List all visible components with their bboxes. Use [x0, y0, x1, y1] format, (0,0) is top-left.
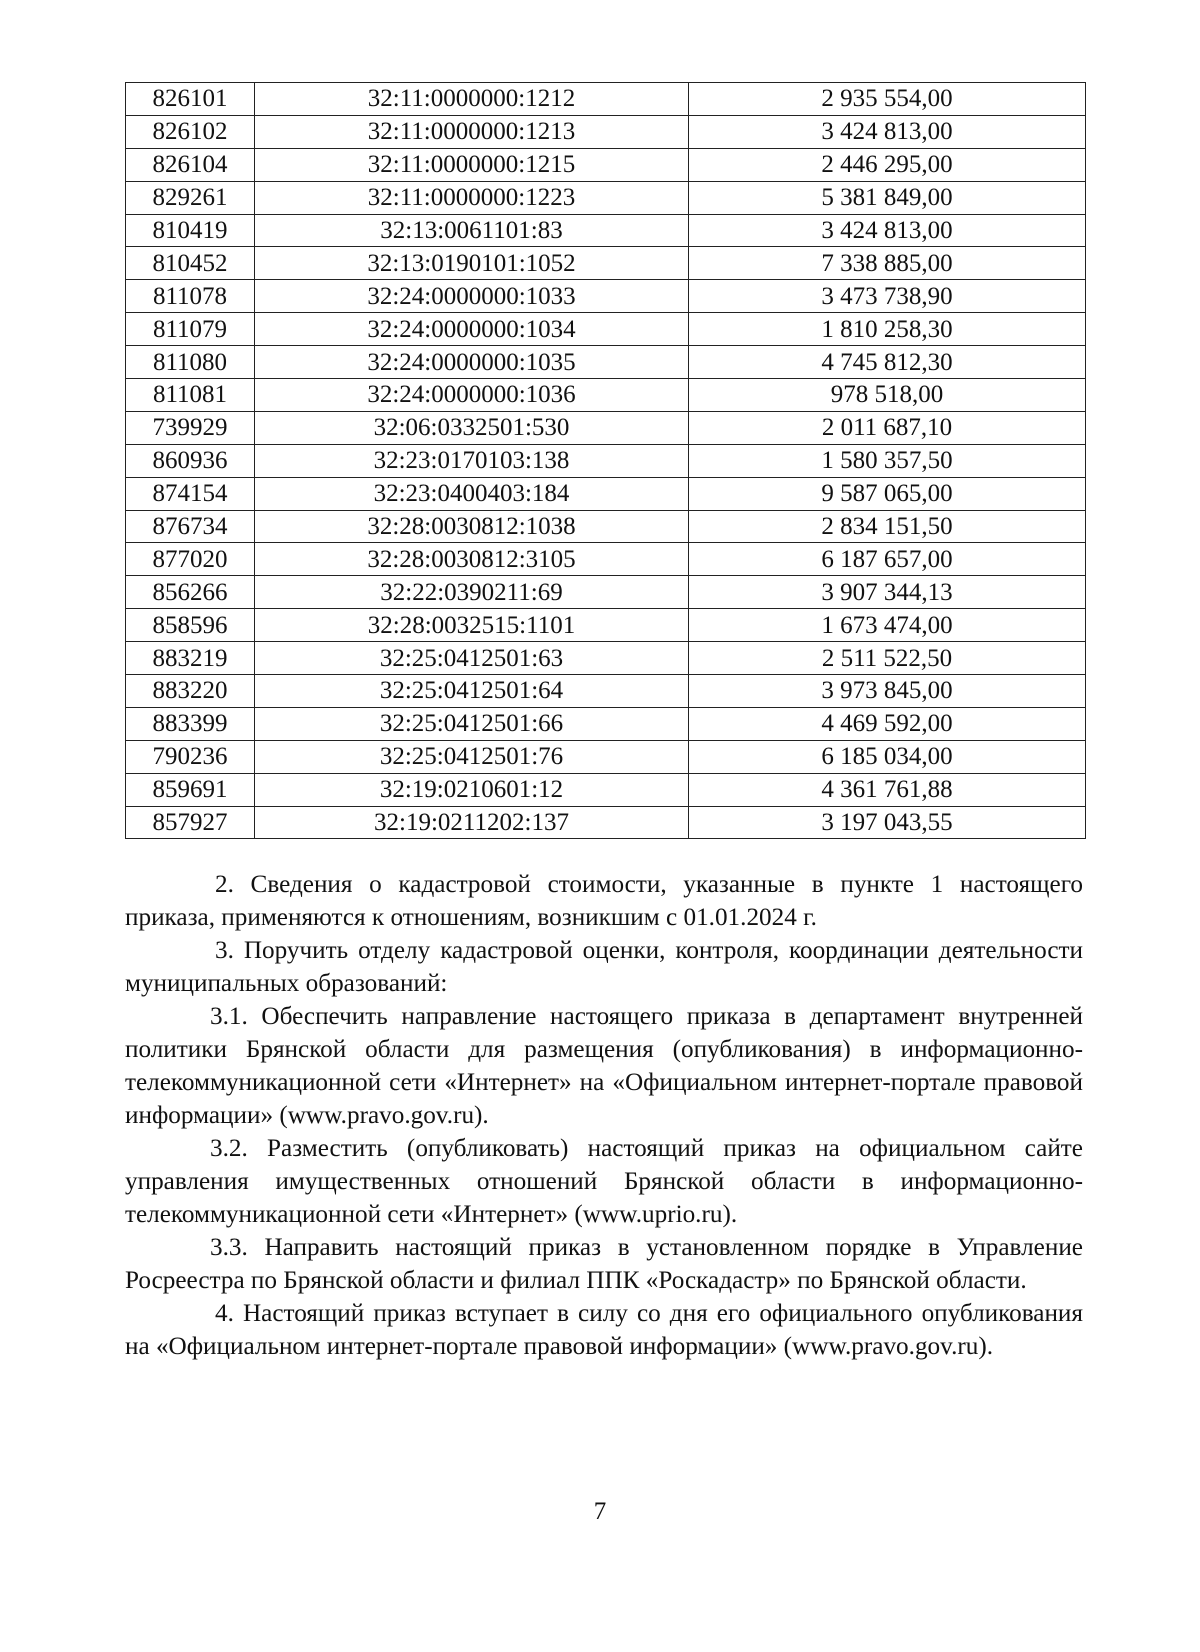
cadastral-value-cell: 7 338 885,00: [689, 247, 1086, 280]
cadastral-value-cell: 4 469 592,00: [689, 707, 1086, 740]
table-row: [126, 609, 1086, 642]
cadastral-value-cell: 2 935 554,00: [689, 83, 1086, 116]
table-row: [126, 411, 1086, 444]
cadastral-value-cell: 3 473 738,90: [689, 280, 1086, 313]
cadastral-number-cell: 32:28:0032515:1101: [255, 609, 689, 642]
row-number-cell: 883220: [126, 675, 255, 708]
cadastral-value-cell: 978 518,00: [689, 379, 1086, 412]
row-number-cell: 858596: [126, 609, 255, 642]
table-row: [126, 675, 1086, 708]
cadastral-number-cell: 32:13:0190101:1052: [255, 247, 689, 280]
cadastral-number-cell: 32:24:0000000:1035: [255, 346, 689, 379]
table-row: [126, 740, 1086, 773]
table-row: [126, 444, 1086, 477]
paragraph-3: 3. Поручить отделу кадастровой оценки, контроля, координации деятельности муниципальных образований:: [125, 937, 1083, 997]
cadastral-number-cell: 32:22:0390211:69: [255, 576, 689, 609]
cadastral-number-cell: 32:28:0030812:3105: [255, 543, 689, 576]
table-row: [126, 247, 1086, 280]
cadastral-value-cell: 3 973 845,00: [689, 675, 1086, 708]
cadastral-number-cell: 32:25:0412501:64: [255, 675, 689, 708]
cadastral-number-cell: 32:11:0000000:1212: [255, 83, 689, 116]
row-number-cell: 826102: [126, 115, 255, 148]
row-number-cell: 811078: [126, 280, 255, 313]
row-number-cell: 810452: [126, 247, 255, 280]
cadastral-value-cell: 3 424 813,00: [689, 214, 1086, 247]
cadastral-number-cell: 32:06:0332501:530: [255, 411, 689, 444]
cadastral-number-cell: 32:25:0412501:63: [255, 642, 689, 675]
cadastral-value-cell: 1 580 357,50: [689, 444, 1086, 477]
page-number: 7: [593, 1498, 607, 1525]
row-number-cell: 883399: [126, 707, 255, 740]
cadastral-value-cell: 2 511 522,50: [689, 642, 1086, 675]
cadastral-value-cell: 2 834 151,50: [689, 510, 1086, 543]
row-number-cell: 739929: [126, 411, 255, 444]
table-row: [126, 773, 1086, 806]
cadastral-value-cell: 9 587 065,00: [689, 477, 1086, 510]
table-row: [126, 148, 1086, 181]
table-row: [126, 346, 1086, 379]
row-number-cell: 811081: [126, 379, 255, 412]
cadastral-value-cell: 6 187 657,00: [689, 543, 1086, 576]
table-row: [126, 214, 1086, 247]
paragraph-3-1: 3.1. Обеспечить направление настоящего приказа в департамент внутренней политики Брянской области для размещения (опубликования) в информационно-телекоммуникационной сети «Интернет» на «Официальном интернет-портале правовой информации» (www.pravo.gov.ru).: [125, 1003, 1083, 1129]
paragraph-4: 4. Настоящий приказ вступает в силу со дня его официального опубликования на «Официальном интернет-портале правовой информации» (www.pravo.gov.ru).: [125, 1300, 1083, 1360]
cadastral-value-cell: 3 907 344,13: [689, 576, 1086, 609]
table-row: [126, 642, 1086, 675]
cadastral-number-cell: 32:24:0000000:1033: [255, 280, 689, 313]
paragraph-3-3: 3.3. Направить настоящий приказ в установленном порядке в Управление Росреестра по Брянской области и филиал ППК «Роскадастр» по Брянской области.: [125, 1234, 1083, 1294]
cadastral-number-cell: 32:19:0211202:137: [255, 806, 689, 839]
cadastral-value-cell: 4 361 761,88: [689, 773, 1086, 806]
table-row: [126, 543, 1086, 576]
row-number-cell: 857927: [126, 806, 255, 839]
table-row: [126, 806, 1086, 839]
cadastral-value-cell: 6 185 034,00: [689, 740, 1086, 773]
cadastral-number-cell: 32:25:0412501:66: [255, 707, 689, 740]
cadastral-value-cell: 3 424 813,00: [689, 115, 1086, 148]
paragraph-3-2: 3.2. Разместить (опубликовать) настоящий приказ на официальном сайте управления имущественных отношений Брянской области в информационно-телекоммуникационной сети «Интернет» (www.uprio.ru).: [125, 1135, 1083, 1228]
cadastral-value-table: [125, 82, 1086, 839]
cadastral-value-cell: 3 197 043,55: [689, 806, 1086, 839]
cadastral-number-cell: 32:11:0000000:1213: [255, 115, 689, 148]
cadastral-value-cell: 4 745 812,30: [689, 346, 1086, 379]
table-row: [126, 707, 1086, 740]
cadastral-number-cell: 32:11:0000000:1215: [255, 148, 689, 181]
row-number-cell: 860936: [126, 444, 255, 477]
paragraph-2: 2. Сведения о кадастровой стоимости, указанные в пункте 1 настоящего приказа, применяются к отношениям, возникшим с 01.01.2024 г.: [125, 871, 1083, 931]
cadastral-number-cell: 32:25:0412501:76: [255, 740, 689, 773]
row-number-cell: 874154: [126, 477, 255, 510]
cadastral-number-cell: 32:23:0400403:184: [255, 477, 689, 510]
table-row: [126, 477, 1086, 510]
row-number-cell: 856266: [126, 576, 255, 609]
cadastral-number-cell: 32:24:0000000:1036: [255, 379, 689, 412]
row-number-cell: 877020: [126, 543, 255, 576]
row-number-cell: 810419: [126, 214, 255, 247]
table-row: [126, 280, 1086, 313]
table-row: [126, 115, 1086, 148]
cadastral-value-cell: 1 673 474,00: [689, 609, 1086, 642]
row-number-cell: 811080: [126, 346, 255, 379]
cadastral-value-cell: 2 446 295,00: [689, 148, 1086, 181]
row-number-cell: 811079: [126, 313, 255, 346]
table-row: [126, 510, 1086, 543]
row-number-cell: 826101: [126, 83, 255, 116]
row-number-cell: 876734: [126, 510, 255, 543]
cadastral-value-cell: 5 381 849,00: [689, 181, 1086, 214]
cadastral-number-cell: 32:19:0210601:12: [255, 773, 689, 806]
row-number-cell: 829261: [126, 181, 255, 214]
cadastral-number-cell: 32:28:0030812:1038: [255, 510, 689, 543]
table-row: [126, 379, 1086, 412]
table-row: [126, 576, 1086, 609]
row-number-cell: 790236: [126, 740, 255, 773]
cadastral-value-cell: 1 810 258,30: [689, 313, 1086, 346]
cadastral-number-cell: 32:11:0000000:1223: [255, 181, 689, 214]
cadastral-value-cell: 2 011 687,10: [689, 411, 1086, 444]
cadastral-number-cell: 32:24:0000000:1034: [255, 313, 689, 346]
cadastral-number-cell: 32:13:0061101:83: [255, 214, 689, 247]
table-row: [126, 181, 1086, 214]
row-number-cell: 826104: [126, 148, 255, 181]
row-number-cell: 859691: [126, 773, 255, 806]
table-body: [126, 83, 1086, 839]
table-row: [126, 83, 1086, 116]
order-body-text: [125, 868, 1083, 1363]
cadastral-number-cell: 32:23:0170103:138: [255, 444, 689, 477]
row-number-cell: 883219: [126, 642, 255, 675]
table-row: [126, 313, 1086, 346]
